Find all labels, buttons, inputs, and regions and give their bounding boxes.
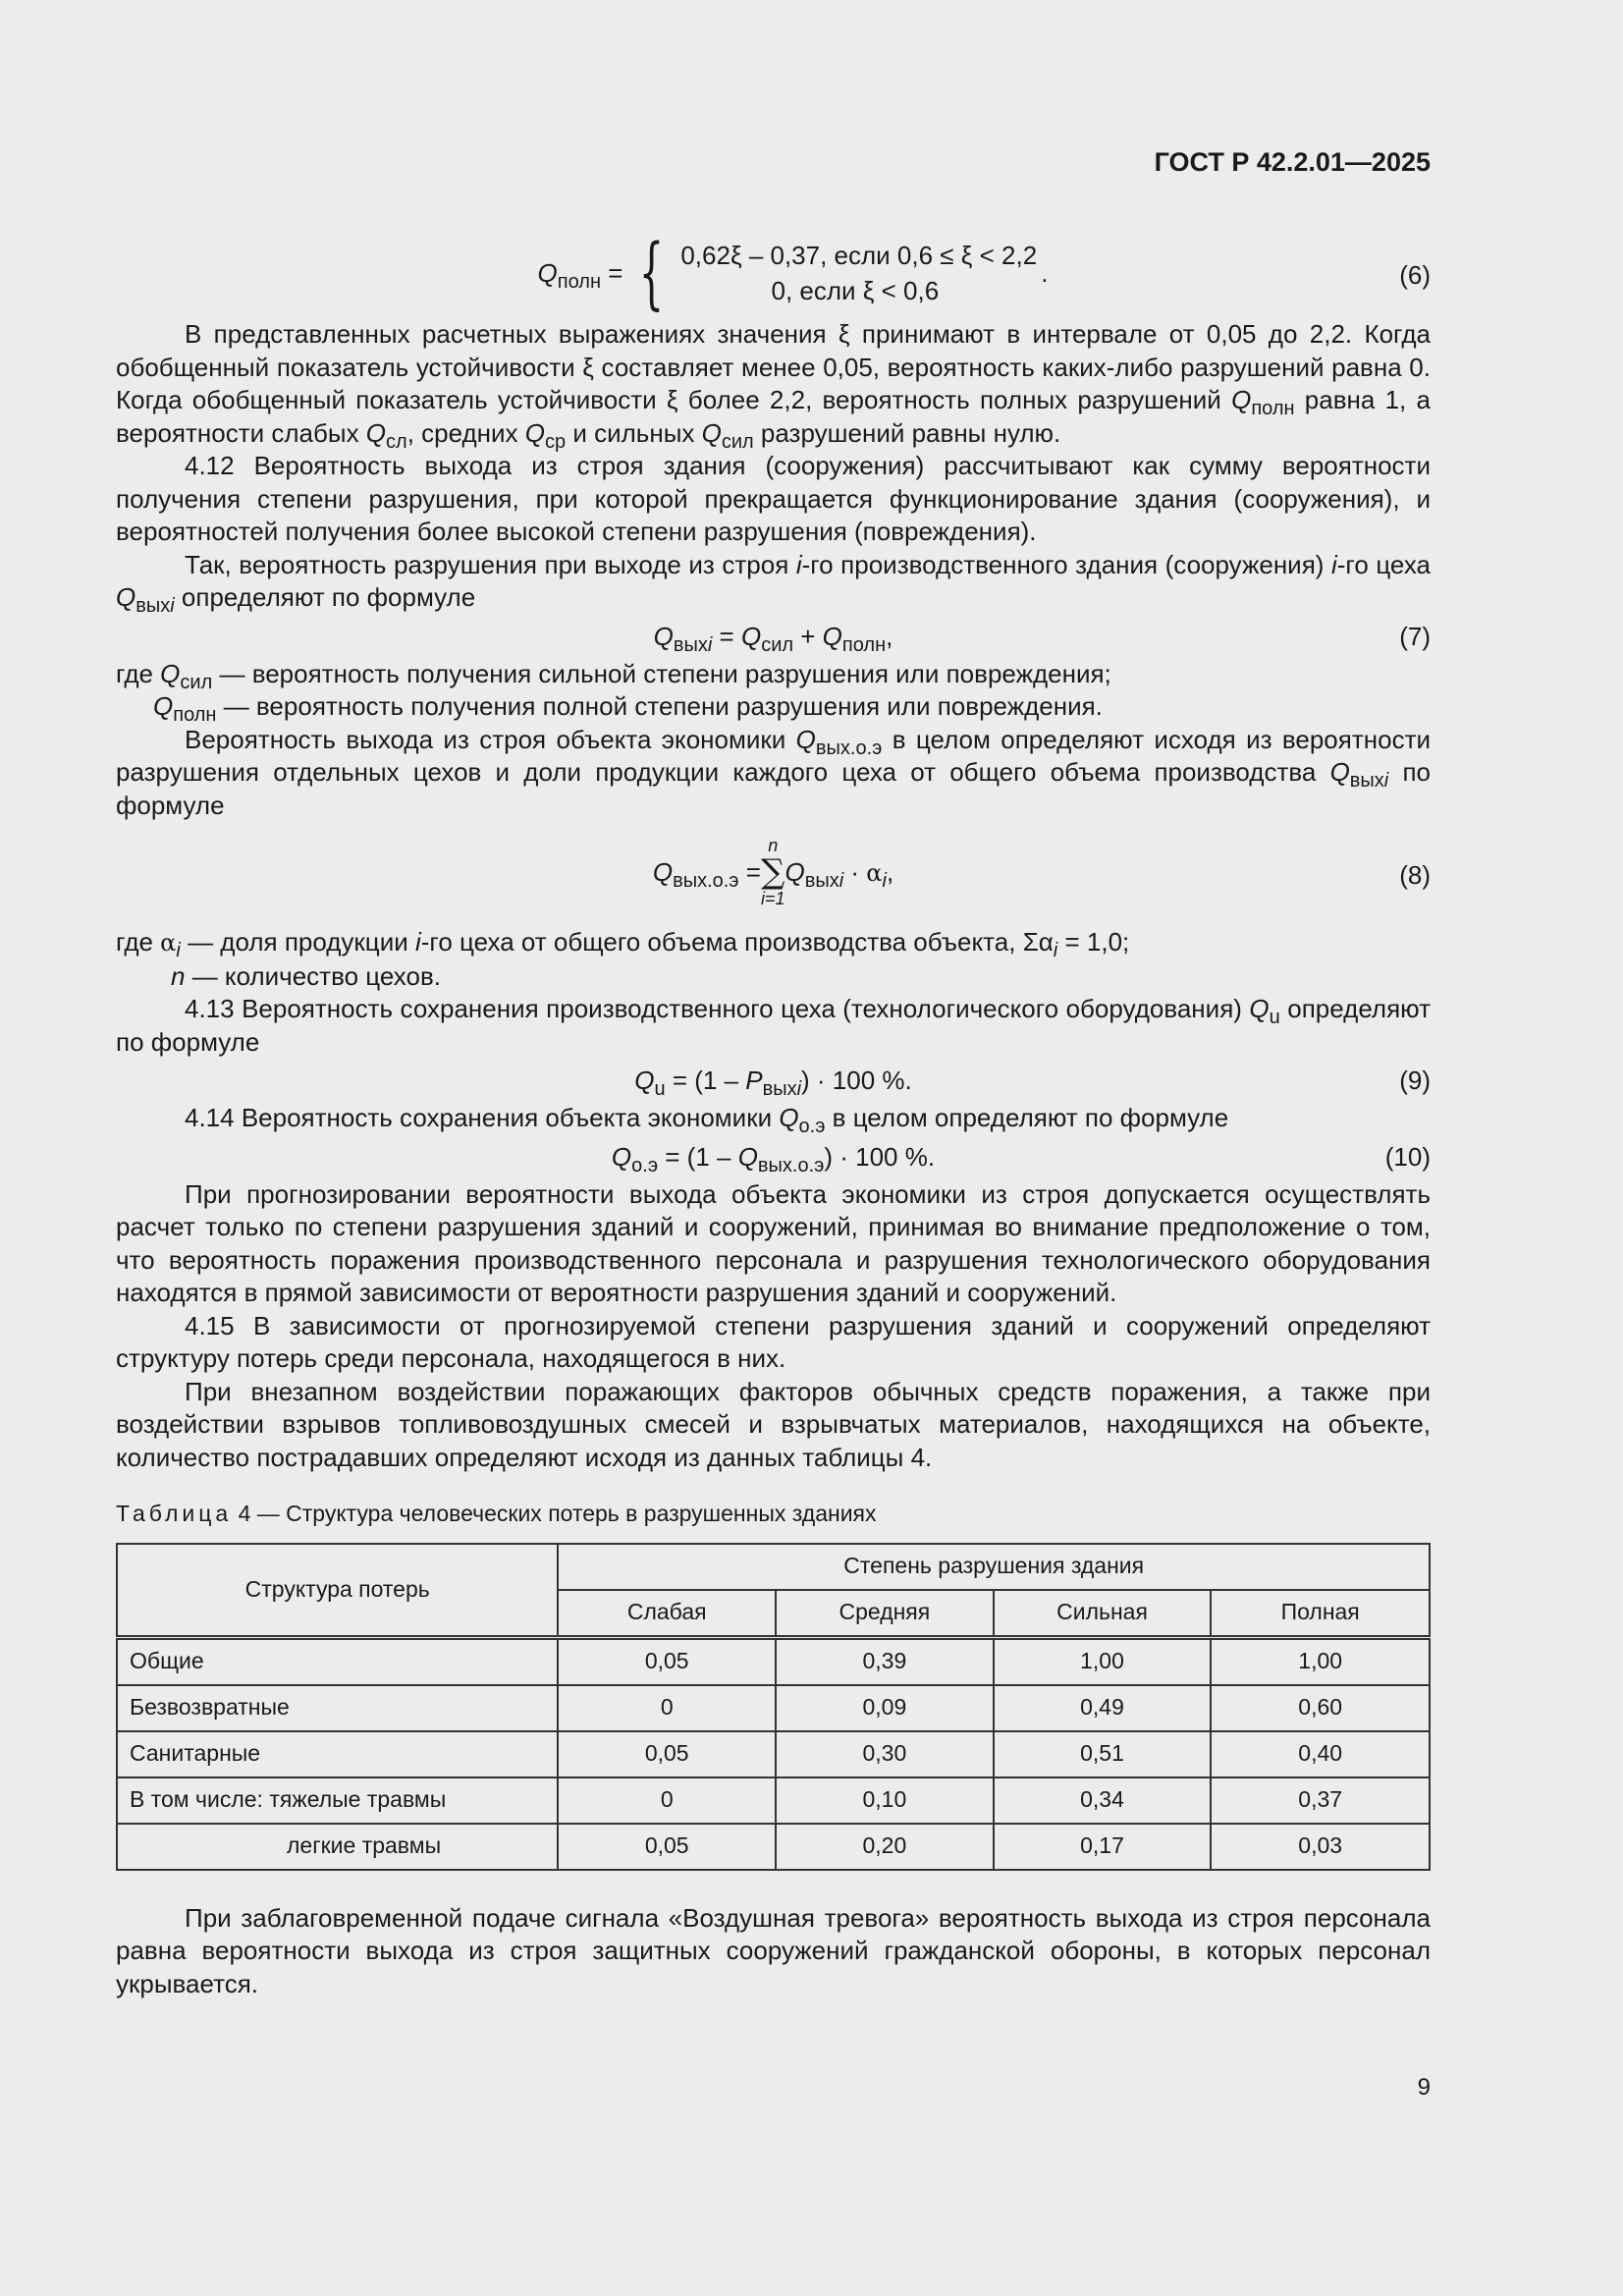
formula-8: $Q_{вых.о.э}$ = n ∑ i=1 $Q_{выхi} \cdot \alpha_i$, (8)	[652, 836, 1431, 908]
formula-number: (8)	[1399, 860, 1431, 890]
paragraph-4-13: 4.13 Вероятность сохранения производственного цеха (технологического оборудования) $Q_u$ определяют по формуле	[116, 994, 1432, 1057]
table-header-group: Степень разрушения здания	[558, 1544, 1430, 1590]
row-label: Безвозвратные	[117, 1685, 558, 1731]
paragraph: В представленных расчетных выражениях значения ξ принимают в интервале от 0,05 до 2,2. Когда обобщенный показатель устойчивости ξ составляет менее 0,05, вероятность каких-либо разрушений равна 0. Когда обобщенный показатель устойчивости ξ более 2,2, вероятность полных разрушений $Q_{полн}$ равна 1, а вероятности слабых $Q_{сл}$, средних $Q_{ср}$ и сильных $Q_{сил}$ разрушений равны нулю.	[116, 319, 1431, 453]
sum-operator: n ∑ i=1	[760, 836, 785, 908]
paragraph: Так, вероятность разрушения при выходе из строя i-го производственного здания (сооружения) i-го цеха $Q_{выхi}$ определяют по формуле	[116, 549, 1431, 617]
page-number: 9	[1417, 2074, 1431, 2101]
table-cell: 0,30	[776, 1731, 994, 1777]
formula-7: $Q_{выхi} = Q_{сил} + Q_{полн}$, (7)	[116, 617, 1431, 656]
table-cell: 0,05	[558, 1824, 776, 1870]
paragraph-4-14: 4.14 Вероятность сохранения объекта экономики $Q_{о.э}$ в целом определяют по формуле	[185, 1103, 1229, 1137]
document-header: ГОСТ Р 42.2.01—2025	[1154, 147, 1431, 177]
paragraph: Вероятность выхода из строя объекта экономики $Q_{вых.о.э}$ в целом определяют исходя из вероятности разрушения отдельных цехов и доли продукции каждого цеха от общего объема производства $Q_{выхi}$ по формуле	[116, 724, 1432, 820]
table-cell: 0,10	[776, 1777, 994, 1824]
row-label: Санитарные	[117, 1731, 558, 1777]
table-cell: 0,05	[558, 1637, 776, 1685]
table-row	[117, 1824, 1430, 1870]
document-body	[116, 227, 1432, 2000]
table-cell: 0,49	[994, 1685, 1212, 1731]
table-header-col: Полная	[1211, 1590, 1430, 1638]
table-cell: 1,00	[1211, 1637, 1430, 1685]
definition: n — количество цехов.	[171, 960, 441, 991]
table-cell: 0,17	[994, 1824, 1212, 1870]
formula-number: (7)	[1399, 621, 1431, 651]
table-header-col: Слабая	[558, 1590, 776, 1638]
paragraph: При прогнозировании вероятности выхода объекта экономики из строя допускается осуществлять расчет только по степени разрушения зданий и сооружений, принимая во внимание предположение о том, что вероятность поражения производственного персонала и разрушения технологического оборудования находятся в прямой зависимости от вероятности разрушения зданий и сооружений.	[116, 1178, 1431, 1307]
table-cell: 0	[558, 1777, 776, 1824]
table-cell: 0,09	[776, 1685, 994, 1731]
table-cell: 1,00	[994, 1637, 1212, 1685]
row-label: В том числе: тяжелые травмы	[117, 1777, 558, 1824]
table-cell: 0,03	[1211, 1824, 1430, 1870]
table-header-structure: Структура потерь	[117, 1544, 558, 1638]
row-label: легкие травмы	[117, 1824, 558, 1870]
definition: $Q_{полн}$ — вероятность получения полной степени разрушения или повреждения.	[153, 691, 1103, 726]
table-header-col: Средняя	[776, 1590, 994, 1638]
row-label: Общие	[117, 1637, 558, 1685]
formula-number: (9)	[1399, 1066, 1431, 1095]
table-cell: 0,34	[994, 1777, 1212, 1824]
formula-cases: 0,62ξ – 0,37, если 0,6 ≤ ξ < 2,2 0, если ξ < 0,6	[680, 241, 1038, 305]
brace-icon: {	[639, 227, 665, 318]
table-cell: 0,39	[776, 1637, 994, 1685]
table-cell: 0,20	[776, 1824, 994, 1870]
formula-6: $Q_{полн}$ = { 0,62ξ – 0,37, если 0,6 ≤ ξ < 2,2 0, если ξ < 0,6 . (6)	[537, 227, 1431, 318]
table-cell: 0	[558, 1685, 776, 1731]
losses-table	[116, 1543, 1431, 1871]
table-cell: 0,60	[1211, 1685, 1430, 1731]
table-row	[117, 1731, 1430, 1777]
table-row	[117, 1777, 1430, 1824]
table-cell: 0,05	[558, 1731, 776, 1777]
table-caption: Таблица 4 — Структура человеческих потерь в разрушенных зданиях	[116, 1501, 877, 1526]
formula-10: $Q_{о.э} = (1 - Q_{вых.о.э}) \cdot 100$ %. (10)	[116, 1137, 1431, 1176]
table-cell: 0,51	[994, 1731, 1212, 1777]
table-header-col: Сильная	[994, 1590, 1212, 1638]
paragraph-4-15: 4.15 В зависимости от прогнозируемой степени разрушения зданий и сооружений определяют структуру потерь среди персонала, находящегося в них.	[116, 1310, 1431, 1373]
formula-9: $Q_u = (1 - P_{выхi}) \cdot 100$ %. (9)	[116, 1061, 1431, 1100]
definition: где $Q_{сил}$ — вероятность получения сильной степени разрушения или повреждения;	[116, 658, 1111, 693]
paragraph: При заблаговременной подаче сигнала «Воздушная тревога» вероятность выхода из строя персонала равна вероятности выхода из строя защитных сооружений гражданской обороны, в которых персонал укрывается.	[116, 1902, 1431, 1998]
formula-number: (6)	[1399, 260, 1431, 290]
table-row	[117, 1685, 1430, 1731]
paragraph: При внезапном воздействии поражающих факторов обычных средств поражения, а также при воздействии взрывов топливовоздушных смесей и взрывчатых материалов, находящихся на объекте, количество пострадавших определяют исходя из данных таблицы 4.	[116, 1376, 1431, 1472]
table-cell: 0,40	[1211, 1731, 1430, 1777]
definition: где $\alpha_i$ — доля продукции i-го цеха от общего объема производства объекта, $\Sigma\alpha_i = 1,0$;	[116, 927, 1130, 961]
formula-number: (10)	[1384, 1141, 1431, 1172]
table-row	[117, 1637, 1430, 1685]
table-cell: 0,37	[1211, 1777, 1430, 1824]
paragraph-4-12: 4.12 Вероятность выхода из строя здания (сооружения) рассчитывают как сумму вероятности получения степени разрушения, при которой прекращается функционирование здания (сооружения), и вероятностей получения более высокой степени разрушения (повреждения).	[116, 451, 1431, 546]
